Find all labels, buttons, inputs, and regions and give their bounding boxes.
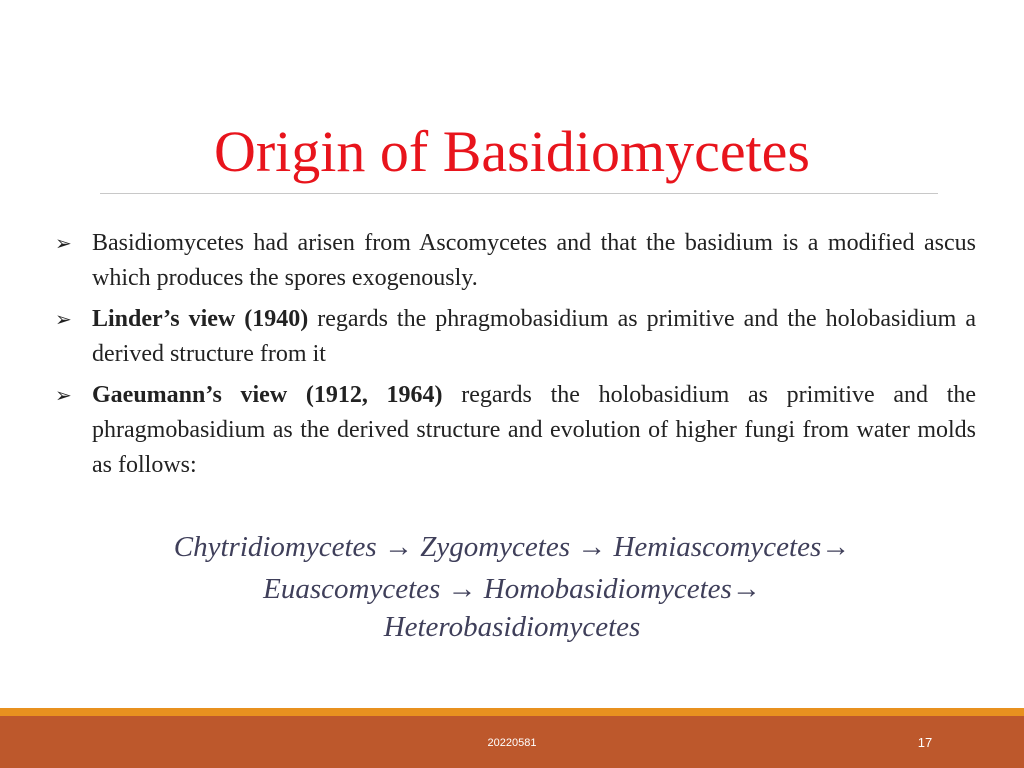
title-divider <box>100 193 938 194</box>
evolution-flow <box>0 526 1024 644</box>
arrowhead-bullet-icon: ➢ <box>55 231 72 255</box>
footer-code: 20220581 <box>487 737 537 749</box>
bullet-bold-text: Linder’s view (1940) <box>92 306 309 332</box>
bullet-text: Basidiomycetes had arisen from Ascomycetes and that the basidium is a modified ascus which produces the spores exogenously. <box>92 230 976 291</box>
bullet-item <box>55 378 976 483</box>
slide-title: Origin of Basidiomycetes <box>213 119 810 184</box>
page-number: 17 <box>917 735 933 750</box>
bullet-item <box>55 226 976 296</box>
flow-line: Chytridiomycetes → Zygomycetes → Hemiascomycetes→ <box>173 531 851 563</box>
bullet-list <box>55 226 976 489</box>
bullet-text: regards the phragmobasidium as primitive and the holobasidium a derived structure from it <box>92 306 977 367</box>
arrowhead-bullet-icon: ➢ <box>55 307 72 331</box>
bullet-text: regards the holobasidium as primitive and the phragmobasidium as the derived structure and evolution of higher fungi from water molds as follows: <box>92 382 977 478</box>
arrowhead-bullet-icon: ➢ <box>55 383 72 407</box>
bullet-bold-text: Gaeumann’s view (1912, 1964) <box>92 382 443 408</box>
footer-accent-bar <box>0 708 1024 716</box>
bullet-item <box>55 302 976 372</box>
flow-line: Euascomycetes → Homobasidiomycetes→ <box>263 573 761 605</box>
flow-line: Heterobasidiomycetes <box>383 611 641 643</box>
